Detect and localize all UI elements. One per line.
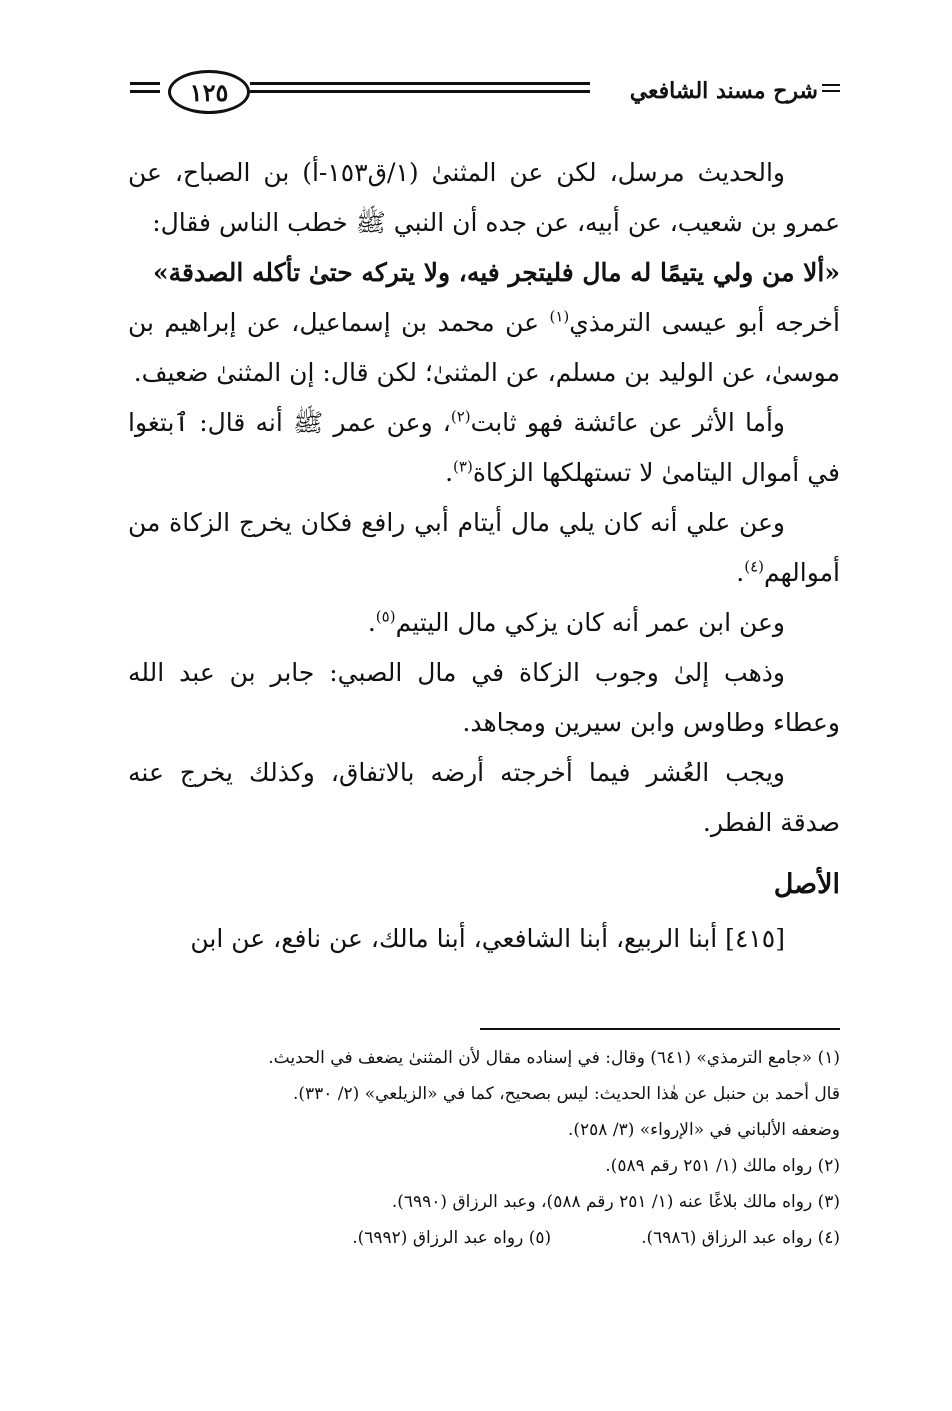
hadith-quote: «ألا من ولي يتيمًا له مال فليتجر فيه، ولا يتركه حتىٰ تأكله الصدقة» <box>152 258 840 287</box>
footnote-5: (٥) رواه عبد الرزاق (٦٩٩٢). <box>352 1228 552 1248</box>
paragraph-5-text-a: وعن ابن عمر أنه كان يزكي مال اليتيم <box>395 608 785 637</box>
footnote-1: (١) «جامع الترمذي» (٦٤١) وقال: في إسناده مقال لأن المثنىٰ يضعف في الحديث. <box>268 1048 840 1068</box>
footnote-ref-1[interactable]: (١) <box>549 307 570 326</box>
footnote-rule <box>480 1028 840 1030</box>
paragraph-3-text-b: ، وعن عمر ﷺ أنه قال: ٱبتغوا في أموال اليتامىٰ لا تستهلكها الزكاة <box>128 408 840 487</box>
paragraph-5-text-b: . <box>367 608 376 637</box>
section-heading: الأصل <box>773 869 840 900</box>
running-title: شرح مسند الشافعي <box>629 78 818 104</box>
footnote-3: (٣) رواه مالك بلاغًا عنه (١/ ٢٥١ رقم ٥٨٨)، وعبد الرزاق (٦٩٩٠). <box>391 1192 840 1212</box>
header-rule-left <box>130 82 160 98</box>
paragraph-3 <box>128 398 840 498</box>
main-text <box>128 148 840 964</box>
footnote-row-4-5 <box>128 1220 840 1256</box>
paragraph-4 <box>128 498 840 598</box>
paragraph-1-text: والحديث مرسل، لكن عن المثنىٰ (١/ق١٥٣-أ) بن الصباح، عن عمرو بن شعيب، عن أبيه، عن جده أن النبي ﷺ خطب الناس فقال: <box>128 158 840 237</box>
page-number: ١٢٥ <box>168 70 250 114</box>
paragraph-2-text-a: أخرجه أبو عيسى الترمذي <box>569 308 840 337</box>
paragraph-4-text-a: وعن علي أنه كان يلي مال أيتام أبي رافع فكان يخرج الزكاة من أموالهم <box>128 508 840 587</box>
footnote-ref-5[interactable]: (٥) <box>375 607 396 626</box>
footnote-4: (٤) رواه عبد الرزاق (٦٩٨٦). <box>641 1228 840 1248</box>
paragraph-8: [٤١٥] أبنا الربيع، أبنا الشافعي، أبنا مالك، عن نافع، عن ابن <box>190 924 785 953</box>
paragraph-5 <box>128 598 840 648</box>
paragraph-3-text-a: وأما الأثر عن عائشة فهو ثابت <box>470 408 785 437</box>
paragraph-2-text-b: عن محمد بن إسماعيل، عن إبراهيم بن موسىٰ، عن الوليد بن مسلم، عن المثنىٰ؛ لكن قال: إن المثنىٰ ضعيف. <box>128 308 840 387</box>
footnote-ref-4[interactable]: (٤) <box>744 557 765 576</box>
page-header <box>130 70 840 122</box>
paragraph-2 <box>128 298 840 398</box>
footnote-ref-3[interactable]: (٣) <box>453 457 473 476</box>
paragraph-3-text-c: . <box>445 458 454 487</box>
paragraph-6: وذهب إلىٰ وجوب الزكاة في مال الصبي: جابر بن عبد الله وعطاء وطاوس وابن سيرين ومجاهد. <box>128 658 840 737</box>
footnote-1-continued-2: وضعفه الألباني في «الإرواء» (٣/ ٢٥٨). <box>567 1120 840 1140</box>
paragraph-1 <box>128 148 840 298</box>
paragraph-7: ويجب العُشر فيما أخرجته أرضه بالاتفاق، وكذلك يخرج عنه صدقة الفطر. <box>128 758 840 837</box>
footnotes <box>128 1040 840 1256</box>
paragraph-4-text-b: . <box>736 558 745 587</box>
header-ornament-right <box>822 84 840 96</box>
header-rule <box>250 82 590 98</box>
footnote-ref-2[interactable]: (٢) <box>450 407 471 426</box>
footnote-2: (٢) رواه مالك (١/ ٢٥١ رقم ٥٨٩). <box>605 1156 840 1176</box>
footnote-1-continued: قال أحمد بن حنبل عن هٰذا الحديث: ليس بصحيح، كما في «الزيلعي» (٢/ ٣٣٠). <box>292 1084 840 1104</box>
